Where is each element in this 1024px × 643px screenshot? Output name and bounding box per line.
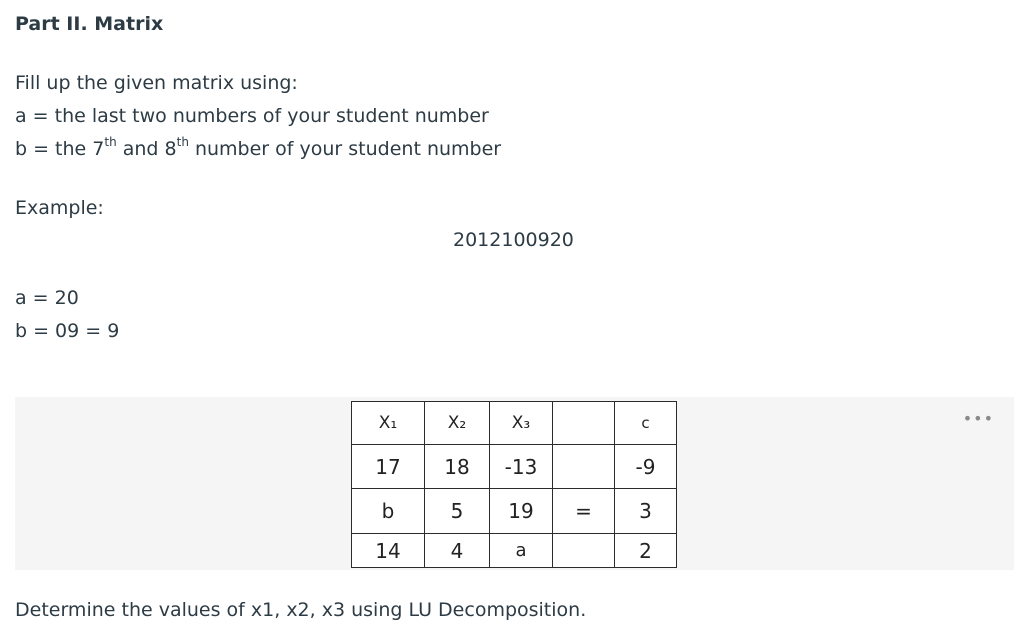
header-cell-x1: X₁ xyxy=(352,402,425,445)
table-cell: b xyxy=(352,489,425,534)
equals-cell: = xyxy=(553,489,615,534)
table-cell: 2 xyxy=(615,534,677,568)
header-cell-blank xyxy=(553,402,615,445)
b-def-middle: and 8 xyxy=(116,138,177,160)
instruction-a-definition: a = the last two numbers of your student number xyxy=(15,105,489,127)
header-cell-c: c xyxy=(615,402,677,445)
table-cell xyxy=(553,445,615,489)
b-def-prefix: b = the 7 xyxy=(15,138,105,160)
table-cell: 3 xyxy=(615,489,677,534)
b-def-suffix: number of your student number xyxy=(188,138,502,160)
table-cell xyxy=(553,534,615,568)
table-cell: 14 xyxy=(352,534,425,568)
table-cell: 4 xyxy=(425,534,490,568)
table-row xyxy=(352,534,677,568)
example-student-number: 2012100920 xyxy=(453,229,574,251)
b-def-superscript-2: th xyxy=(176,135,189,149)
table-cell: 18 xyxy=(425,445,490,489)
table-cell: 17 xyxy=(352,445,425,489)
table-cell: 5 xyxy=(425,489,490,534)
more-horizontal-icon[interactable]: ••• xyxy=(962,409,994,428)
table-cell: -13 xyxy=(490,445,553,489)
header-cell-x2: X₂ xyxy=(425,402,490,445)
table-cell: a xyxy=(490,534,553,568)
section-title: Part II. Matrix xyxy=(15,13,164,35)
table-row xyxy=(352,445,677,489)
example-label: Example: xyxy=(15,197,104,219)
instruction-b-definition xyxy=(15,135,502,160)
instruction-intro: Fill up the given matrix using: xyxy=(15,72,298,94)
task-prompt: Determine the values of x1, x2, x3 using LU Decomposition. xyxy=(15,599,587,621)
example-a-value: a = 20 xyxy=(15,287,79,309)
table-cell: 19 xyxy=(490,489,553,534)
table-header-row xyxy=(352,402,677,445)
table-cell: -9 xyxy=(615,445,677,489)
b-def-superscript-1: th xyxy=(104,135,117,149)
header-cell-x3: X₃ xyxy=(490,402,553,445)
table-row xyxy=(352,489,677,534)
augmented-matrix-table xyxy=(351,401,677,568)
example-b-value: b = 09 = 9 xyxy=(15,320,120,342)
